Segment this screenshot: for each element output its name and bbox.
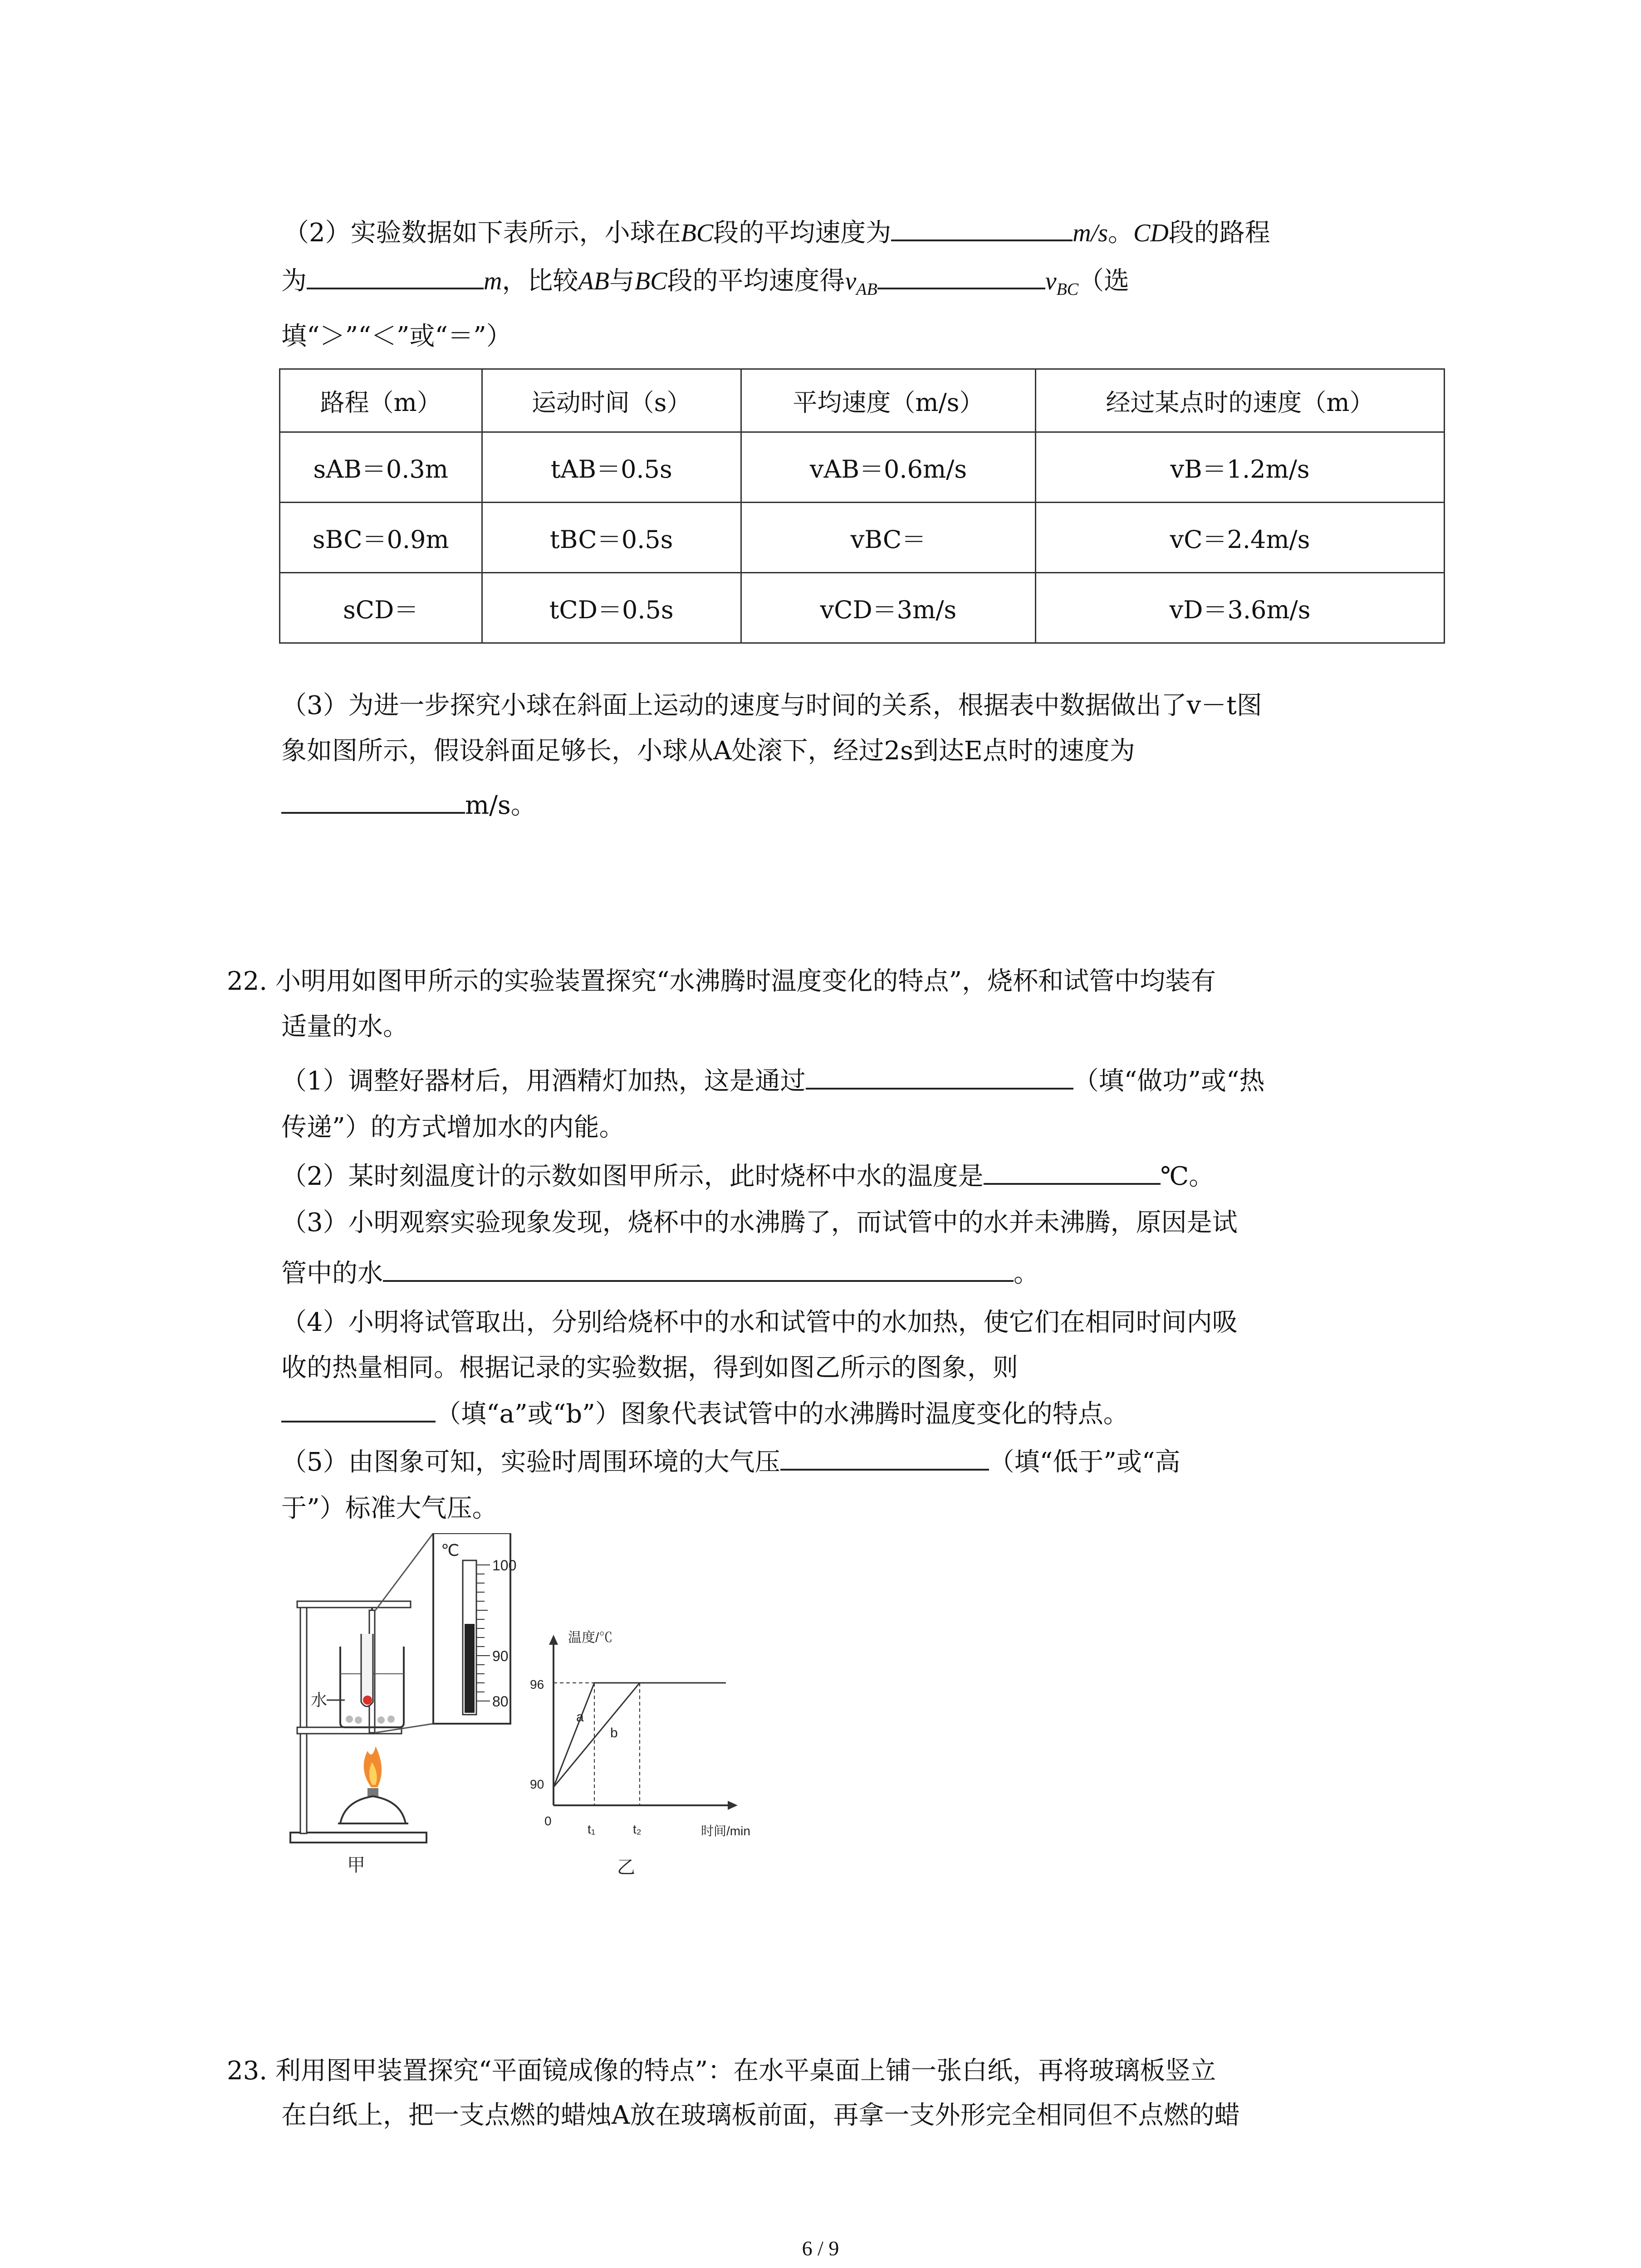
q21-part3-line1: （3）为进一步探究小球在斜面上运动的速度与时间的关系，根据表中数据做出了v－t图: [281, 691, 1262, 720]
y-tick-90: 90: [530, 1777, 544, 1791]
table-row: [280, 503, 1445, 573]
table-cell: vAB＝0.6m/s: [741, 432, 1035, 503]
text: CD: [1133, 219, 1169, 247]
text: 管中的水: [281, 1259, 383, 1288]
x-axis-arrow-icon: [728, 1801, 738, 1810]
data-table: [279, 368, 1445, 644]
text: BC: [681, 219, 714, 247]
q22-p4-line3: [281, 1398, 1129, 1431]
text: AB: [856, 280, 877, 299]
q21-part3-line2: 象如图所示，假设斜面足够长，小球从A处滚下，经过2s到达E点时的速度为: [281, 736, 1135, 766]
answer-blank-reason[interactable]: [383, 1258, 1014, 1282]
origin-label: 0: [544, 1814, 552, 1828]
q23-line2: 在白纸上，把一支点燃的蜡烛A放在玻璃板前面，再拿一支外形完全相同但不点燃的蜡: [281, 2101, 1240, 2130]
text: 段的路程: [1168, 218, 1270, 248]
thermo-tick-80: 80: [492, 1693, 509, 1710]
table-header-row: [280, 369, 1445, 432]
q22-p3-line1: （3）小明观察实验现象发现，烧杯中的水沸腾了，而试管中的水并未沸腾，原因是试: [281, 1208, 1238, 1237]
table-cell: vCD＝3m/s: [741, 573, 1035, 643]
answer-blank-pressure[interactable]: [780, 1447, 989, 1471]
x-tick-t2: t₂: [633, 1822, 642, 1836]
table-row: [280, 432, 1445, 503]
text: 。: [1014, 1259, 1039, 1288]
answer-blank-compare[interactable]: [877, 266, 1045, 289]
answer-blank-heat-method[interactable]: [806, 1066, 1073, 1090]
text: ℃。: [1160, 1162, 1215, 1191]
thermometer-unit: ℃: [441, 1541, 460, 1559]
q21-part2-line2: [281, 265, 1129, 306]
text: v: [1045, 267, 1057, 295]
series-label-b: b: [610, 1725, 618, 1740]
table-cell: sAB＝0.3m: [280, 432, 482, 503]
x-axis-label: 时间/min: [701, 1824, 750, 1838]
q22-stem-line2: 适量的水。: [281, 1012, 408, 1041]
answer-blank-cd-distance[interactable]: [307, 266, 484, 289]
table-cell: tCD＝0.5s: [482, 573, 741, 643]
y-axis-label: 温度/℃: [568, 1630, 613, 1645]
table-cell: vB＝1.2m/s: [1036, 432, 1445, 503]
q21-part2-line1: [284, 217, 1270, 249]
q23-line1: 23. 利用图甲装置探究“平面镜成像的特点”：在水平桌面上铺一张白纸，再将玻璃板竖立: [227, 2056, 1216, 2086]
figure-caption-yi: 乙: [617, 1857, 635, 1877]
text: AB: [578, 267, 609, 295]
text: （5）由图象可知，实验时周围环境的大气压: [281, 1447, 780, 1477]
q22-p1-line1: [281, 1065, 1265, 1098]
text: （1）调整好器材后，用酒精灯加热，这是通过: [281, 1066, 806, 1096]
table-header: 路程（m）: [280, 369, 482, 432]
table-cell: vD＝3.6m/s: [1036, 573, 1445, 643]
q22-p3-line2: [281, 1257, 1039, 1290]
series-label-a: a: [576, 1710, 584, 1725]
q22-p4-line1: （4）小明将试管取出，分别给烧杯中的水和试管中的水加热，使它们在相同时间内吸: [281, 1308, 1238, 1337]
q22-p5-line2: 于”）标准大气压。: [281, 1494, 498, 1523]
q22-stem-line1: 22. 小明用如图甲所示的实验装置探究“水沸腾时温度变化的特点”，烧杯和试管中均装有: [227, 967, 1216, 996]
thermo-tick-100: 100: [492, 1557, 517, 1574]
figure-yi-chart: [526, 1624, 780, 1878]
y-axis-arrow-icon: [549, 1635, 558, 1645]
q21-part2-line3: 填“＞”“＜”或“＝”）: [281, 322, 512, 351]
q22-p2: [281, 1160, 1214, 1193]
answer-blank-e-speed[interactable]: [281, 790, 465, 814]
table-header: 经过某点时的速度（m）: [1036, 369, 1445, 432]
text: 为: [281, 266, 307, 296]
x-tick-t1: t₁: [588, 1822, 596, 1836]
text: （2）某时刻温度计的示数如图甲所示，此时烧杯中水的温度是: [281, 1162, 984, 1191]
y-tick-96: 96: [530, 1677, 544, 1691]
text: （填“做功”或“热: [1073, 1066, 1265, 1096]
table-cell: tAB＝0.5s: [482, 432, 741, 503]
text: ，比较: [502, 266, 578, 296]
text: m/s: [1073, 219, 1108, 247]
text: BC: [634, 267, 667, 295]
text: v: [845, 267, 857, 295]
table-row: [280, 573, 1445, 643]
page-number: 6 / 9: [802, 2237, 839, 2260]
water-label: 水: [311, 1691, 328, 1709]
text: BC: [1056, 280, 1079, 299]
figure-caption-jia: 甲: [347, 1855, 365, 1875]
thermo-tick-90: 90: [492, 1648, 509, 1664]
q22-p5-line1: [281, 1446, 1181, 1479]
text: （2）实验数据如下表所示，小球在: [284, 218, 681, 248]
table-cell: sCD＝: [280, 573, 482, 643]
text: m: [484, 267, 502, 295]
text: （填“低于”或“高: [989, 1447, 1181, 1477]
table-header: 运动时间（s）: [482, 369, 741, 432]
q21-part3-line3: [281, 789, 536, 822]
answer-blank-bc-speed[interactable]: [891, 218, 1073, 241]
table-cell: sBC＝0.9m: [280, 503, 482, 573]
table-cell: vBC＝: [741, 503, 1035, 573]
text: （填“a”或“b”）图象代表试管中的水沸腾时温度变化的特点。: [436, 1399, 1129, 1429]
answer-blank-graph-choice[interactable]: [281, 1399, 436, 1422]
table-cell: vC＝2.4m/s: [1036, 503, 1445, 573]
text: （选: [1078, 266, 1130, 296]
q22-p1-line2: 传递”）的方式增加水的内能。: [281, 1113, 625, 1142]
text: 段的平均速度得: [667, 266, 845, 296]
text: 。: [1108, 218, 1133, 248]
q22-p4-line2: 收的热量相同。根据记录的实验数据，得到如图乙所示的图象，则: [281, 1353, 1018, 1383]
table-cell: tBC＝0.5s: [482, 503, 741, 573]
text: 与: [609, 266, 635, 296]
text: 段的平均速度为: [713, 218, 892, 248]
answer-blank-temperature[interactable]: [984, 1161, 1161, 1185]
table-header: 平均速度（m/s）: [741, 369, 1035, 432]
text: m/s。: [465, 791, 536, 820]
